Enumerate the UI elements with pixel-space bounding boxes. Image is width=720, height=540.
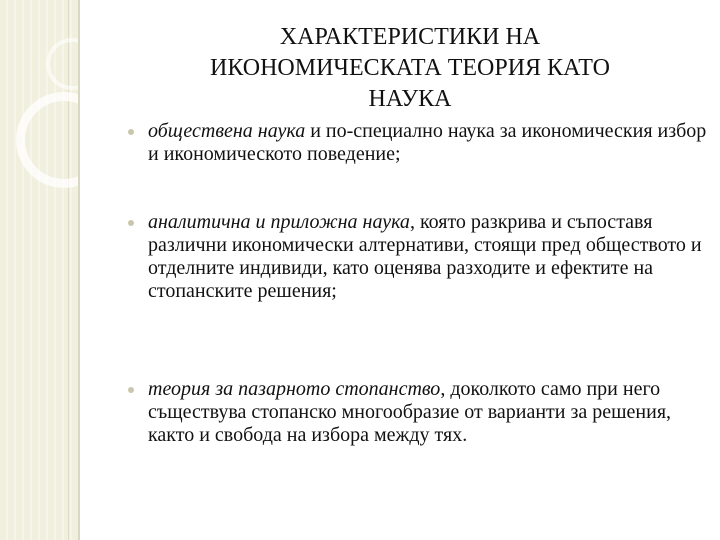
bullet-item [148,120,708,166]
bullet-text: , която разкрива и съпоставя различни икономически алтернативи, стоящи пред обществото и отделните индивиди, като оценява разходите и ефектите на стопанските решения; [148,211,702,302]
bullet-text: и по-специално наука за икономическия избор и икономическото поведение; [148,120,707,165]
bullet-text: , доколкото само при него съществува стопанско многообразие от варианти за решения, както и свобода на избора между тях. [148,378,672,446]
bullet-dot-icon [128,220,134,226]
slide-title: ХАРАКТЕРИСТИКИ НА ИКОНОМИЧЕСКАТА ТЕОРИЯ КАТО НАУКА [210,24,610,112]
bullet-italic-phrase: теория за пазарното стопанство [148,378,441,400]
bullet-italic-phrase: обществена наука [148,120,306,142]
decorative-sidebar [0,0,80,540]
bullet-dot-icon [128,129,134,135]
bullet-italic-phrase: аналитична и приложна наука [148,211,410,233]
bullet-item [148,211,708,303]
bullet-dot-icon [128,387,134,393]
bullet-item [148,378,708,447]
